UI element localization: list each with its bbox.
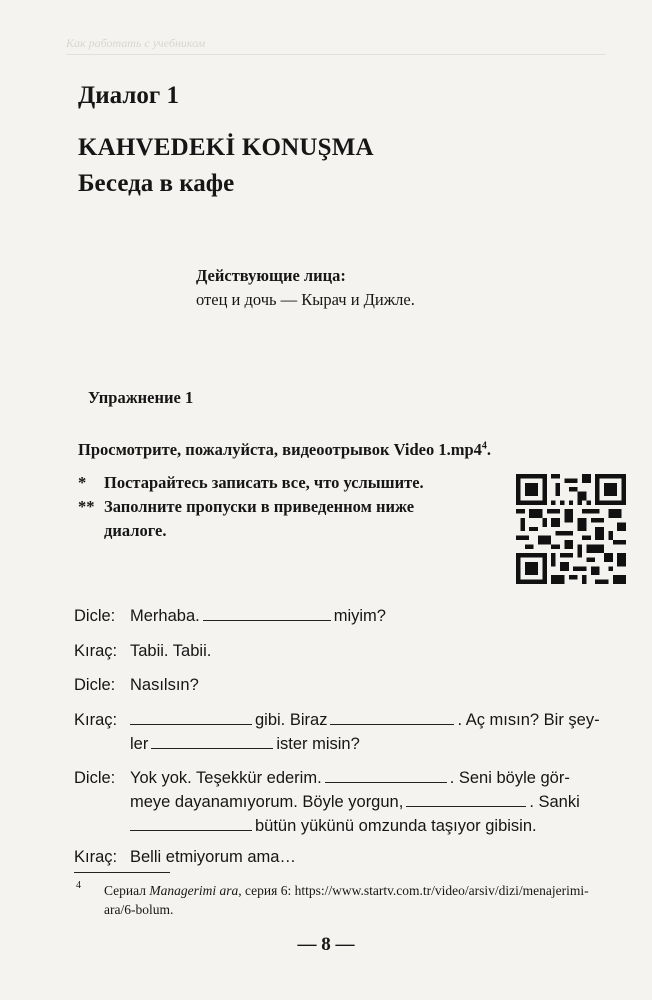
footnote-ref[interactable]: 4 [481, 440, 487, 452]
speaker: Kıraç: [74, 642, 118, 660]
footnote-text [104, 881, 604, 919]
blank-field[interactable] [325, 768, 447, 783]
blank-field[interactable] [130, 710, 252, 725]
dialogue-line [74, 606, 386, 626]
footnote-number: 4 [76, 880, 81, 891]
line-text: . Aç mısın? Bir şey- [457, 711, 600, 729]
line-text: . Sanki [529, 793, 580, 811]
line-text: gibi. Biraz [255, 711, 328, 729]
page-number: — 8 — [297, 934, 355, 955]
dialogue-line [74, 642, 211, 661]
cast-text: отец и дочь — Кырач и Дижле. [196, 290, 415, 309]
dialogue-line-continuation [130, 816, 537, 836]
blank-field[interactable] [130, 816, 252, 831]
footnote-prefix: Сериал [104, 883, 150, 898]
line-text: miyim? [333, 607, 386, 625]
blank-field[interactable] [203, 606, 331, 621]
line-text: Yok yok. Teşekkür ederim. [130, 769, 322, 787]
dialogue-line [74, 848, 296, 867]
dialogue-line-continuation [130, 734, 360, 754]
dialogue-line-continuation [130, 792, 580, 812]
instruction-text: Просмотрите, пожалуйста, видеоотрывок Video 1.mp4 [78, 440, 482, 459]
task-mark: * [78, 473, 87, 492]
line-text: . Seni böyle gör- [449, 769, 570, 787]
line-text: Tabii. Tabii. [130, 642, 212, 660]
line-text: ister misin? [276, 735, 360, 753]
speaker: Dicle: [74, 769, 116, 787]
dialog-heading: Диалог 1 [78, 82, 179, 109]
task-text: Заполните пропуски в приведенном ниже [104, 497, 415, 516]
line-text: Merhaba. [130, 607, 200, 625]
qr-code-icon[interactable] [516, 474, 626, 584]
speaker: Dicle: [74, 676, 116, 694]
dialogue-line [74, 710, 600, 730]
line-text: ler [130, 735, 149, 753]
turkish-title: KAHVEDEKİ KONUŞMA [78, 134, 374, 161]
cast-heading: Действующие лица: [196, 266, 346, 285]
footnote-series-title: Managerimi ara [149, 883, 239, 898]
speaker: Dicle: [74, 607, 116, 625]
blank-field[interactable] [406, 792, 526, 807]
dialogue-line [74, 768, 570, 788]
running-head: Как работать с учебником [66, 36, 606, 55]
blank-field[interactable] [330, 710, 454, 725]
instruction-end: . [486, 440, 492, 459]
line-text: Belli etmiyorum ama… [130, 848, 296, 866]
speaker: Kıraç: [74, 711, 118, 729]
footnote-divider [74, 872, 170, 873]
task-mark: ** [78, 497, 95, 516]
blank-field[interactable] [151, 734, 273, 749]
speaker: Kıraç: [74, 848, 118, 866]
line-text: Nasılsın? [130, 676, 199, 694]
russian-title: Беседа в кафе [78, 170, 235, 197]
exercise-instruction [78, 440, 491, 460]
line-text: meye dayanamıyorum. Böyle yorgun, [130, 793, 404, 811]
dialogue-line [74, 676, 199, 695]
task-text: Постарайтесь записать все, что услышите. [104, 473, 424, 492]
line-text: bütün yükünü omzunda taşıyor gibisin. [255, 817, 537, 835]
exercise-title: Упражнение 1 [88, 388, 194, 407]
footnote-link[interactable]: , серия 6: https://www.startv.com.tr/video/arsiv/dizi/menajerimi-ara/6-bolum. [104, 883, 589, 917]
task-text-continuation: диалоге. [104, 521, 167, 540]
